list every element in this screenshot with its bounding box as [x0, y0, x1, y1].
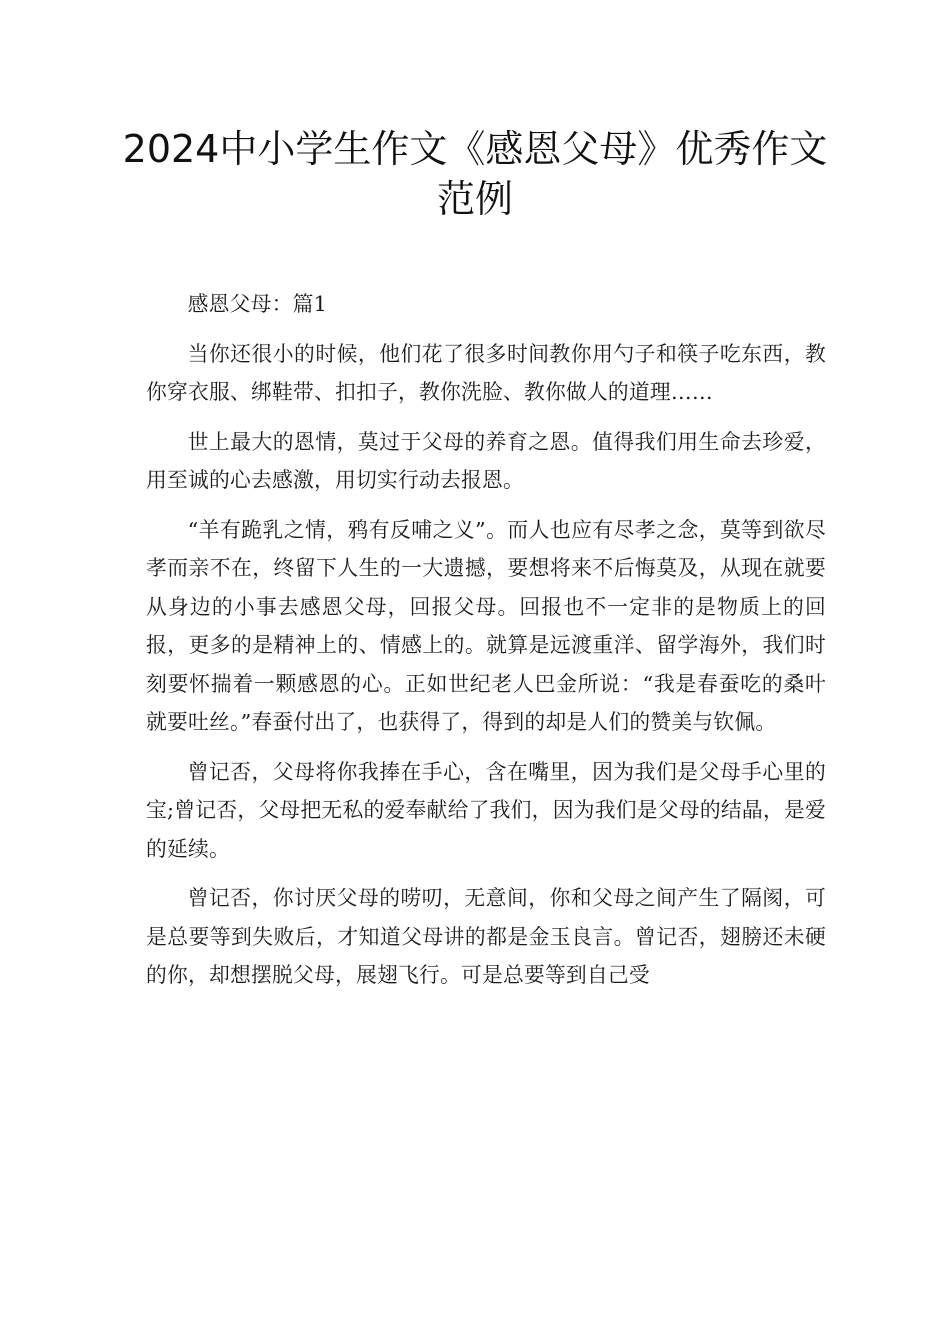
document-title: 2024中小学生作文《感恩父母》优秀作文范例 — [122, 127, 828, 221]
section-heading: 感恩父母：篇1 — [187, 292, 328, 316]
paragraph: 世上最大的恩情，莫过于父母的养育之恩。值得我们用生命去珍爱，用至诚的心去感激，用切实行动去报恩。 — [146, 429, 826, 492]
paragraph: 当你还很小的时候，他们花了很多时间教你用勺子和筷子吃东西，教你穿衣服、绑鞋带、扣扣子，教你洗脸、教你做人的道理…… — [146, 341, 826, 404]
paragraph: 曾记否，你讨厌父母的唠叨，无意间，你和父母之间产生了隔阂，可是总要等到失败后，才知道父母讲的都是金玉良言。曾记否，翅膀还未硬的你，却想摆脱父母，展翅飞行。可是总要等到自己受 — [146, 886, 826, 987]
paragraph: “羊有跪乳之情，鸦有反哺之义”。而人也应有尽孝之念，莫等到欲尽孝而亲不在，终留下人生的一大遗撼，要想将来不后悔莫及，从现在就要从身边的小事去感恩父母，回报父母。回报也不一定非的是物质上的回报，更多的是精神上的、情感上的。就算是远渡重洋、留学海外，我们时刻要怀揣着一颗感恩的心。正如世纪老人巴金所说：“我是春蚕吃的桑叶就要吐丝。”春蚕付出了，也获得了，得到的却是人们的赞美与钦佩。 — [146, 517, 826, 734]
paragraph: 曾记否，父母将你我捧在手心，含在嘴里，因为我们是父母手心里的宝;曾记否，父母把无私的爱奉献给了我们，因为我们是父母的结晶，是爱的延续。 — [146, 759, 826, 861]
document-body — [146, 285, 826, 1006]
